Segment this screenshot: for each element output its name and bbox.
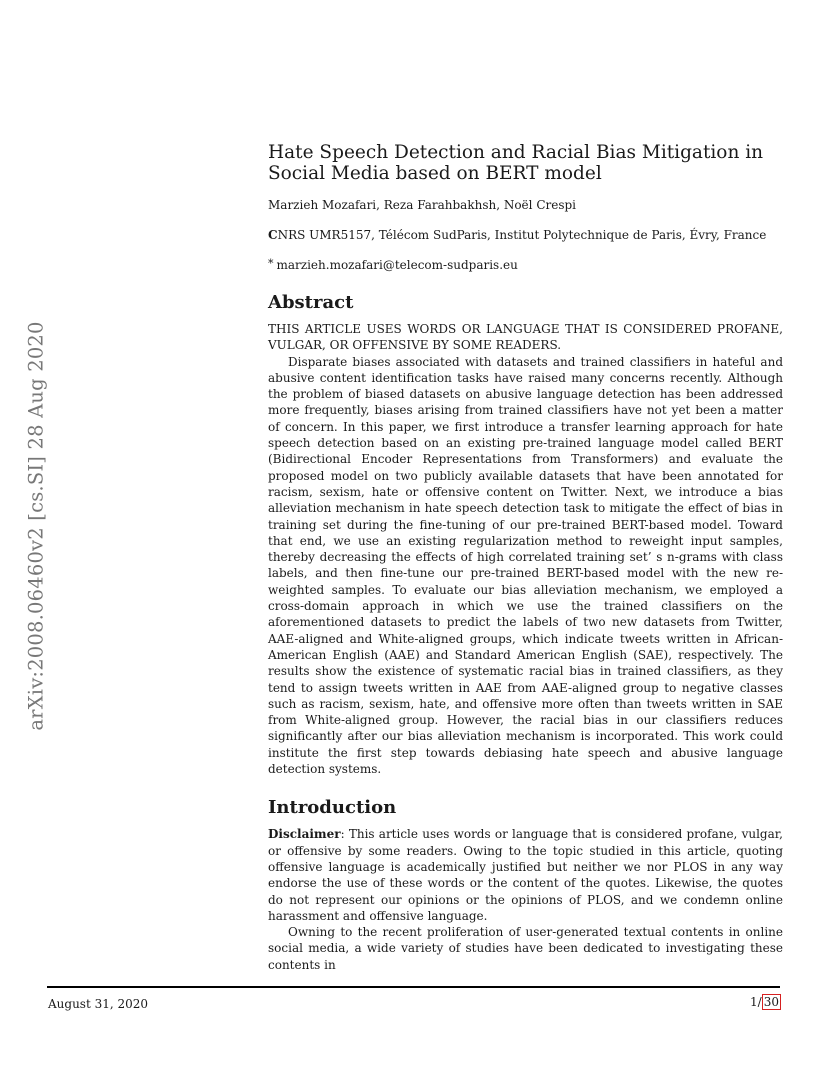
total-pages-link[interactable]: 30 (763, 995, 779, 1009)
introduction-heading: Introduction (268, 797, 397, 819)
page-content (268, 142, 783, 973)
corresponding-marker: * (268, 257, 274, 270)
email-address[interactable]: marzieh.mozafari@telecom-sudparis.eu (276, 258, 518, 272)
footer-divider (47, 986, 780, 988)
disclaimer-text: : This article uses words or language that is considered profane, vulgar, or offensive by some readers. Owing to the topic studied in this article, quoting offensive language is academically justified but neither we nor PLOS in any way endorse the use of these words or the content of the quotes. Likewise, the quotes do not represent our opinions or the opinions of PLOS, and we condemn online harassment and offensive language. (268, 827, 783, 923)
disclaimer-label: Disclaimer (268, 827, 341, 842)
arxiv-sidebar (22, 292, 50, 760)
affiliation-text: NRS UMR5157, Télécom SudParis, Institut Polytechnique de Paris, Évry, France (277, 228, 767, 242)
abstract-heading: Abstract (268, 292, 354, 313)
disclaimer-paragraph (268, 826, 783, 924)
page-current: 1/ (750, 995, 762, 1009)
abstract-body: Disparate biases associated with datasets and trained classifiers in hateful and abusive content identification tasks have raised many concerns recently. Although the problem of biased datasets on abusive language detection has been addressed more frequently, biases arising from trained classifiers have not yet been a matter of concern. In this paper, we first introduce a transfer learning approach for hate speech detection based on an existing pre-trained language model called BERT (Bidirectional Encoder Representations from Transformers) and evaluate the proposed model on two publicly available datasets that have been annotated for racism, sexism, hate or offensive content on Twitter. Next, we introduce a bias alleviation mechanism in hate speech detection task to mitigate the effect of bias in training set during the fine-tuning of our pre-trained BERT-based model. Toward that end, we use an existing regularization method to reweight input samples, thereby decreasing the effects of high correlated training set’ s n-grams with class labels, and then fine-tune our pre-trained BERT-based model with the new re-weighted samples. To evaluate our bias alleviation mechanism, we employed a cross-domain approach in which we use the trained classifiers on the aforementioned datasets to predict the labels of two new datasets from Twitter, AAE-aligned and White-aligned groups, which indicate tweets written in African-American English (AAE) and Standard American English (SAE), respectively. The results show the existence of systematic racial bias in trained classifiers, as they tend to assign tweets written in AAE from AAE-aligned group to negative classes such as racism, sexism, hate, and offensive more often than tweets written in SAE from White-aligned group. However, the racial bias in our classifiers reduces significantly after our bias alleviation mechanism is incorporated. This work could institute the first step towards debiasing hate speech and abusive language detection systems. (268, 354, 783, 777)
page-number (750, 995, 781, 1009)
arxiv-identifier[interactable]: arXiv:2008.06460v2 [cs.SI] 28 Aug 2020 (24, 321, 48, 731)
abstract-warning: THIS ARTICLE USES WORDS OR LANGUAGE THAT IS CONSIDERED PROFANE, VULGAR, OR OFFENSIVE BY SOME READERS. (268, 322, 783, 353)
paper-title: Hate Speech Detection and Racial Bias Mitigation in Social Media based on BERT model (268, 142, 764, 184)
corresponding-email (268, 258, 783, 272)
affiliation (268, 228, 783, 242)
affiliation-initial: C (268, 228, 278, 242)
footer-date: August 31, 2020 (48, 997, 149, 1011)
author-list: Marzieh Mozafari, Reza Farahbakhsh, Noël Crespi (268, 198, 577, 212)
intro-paragraph: Owning to the recent proliferation of user-generated textual contents in online social media, a wide variety of studies have been dedicated to investigating these contents in (268, 925, 783, 972)
